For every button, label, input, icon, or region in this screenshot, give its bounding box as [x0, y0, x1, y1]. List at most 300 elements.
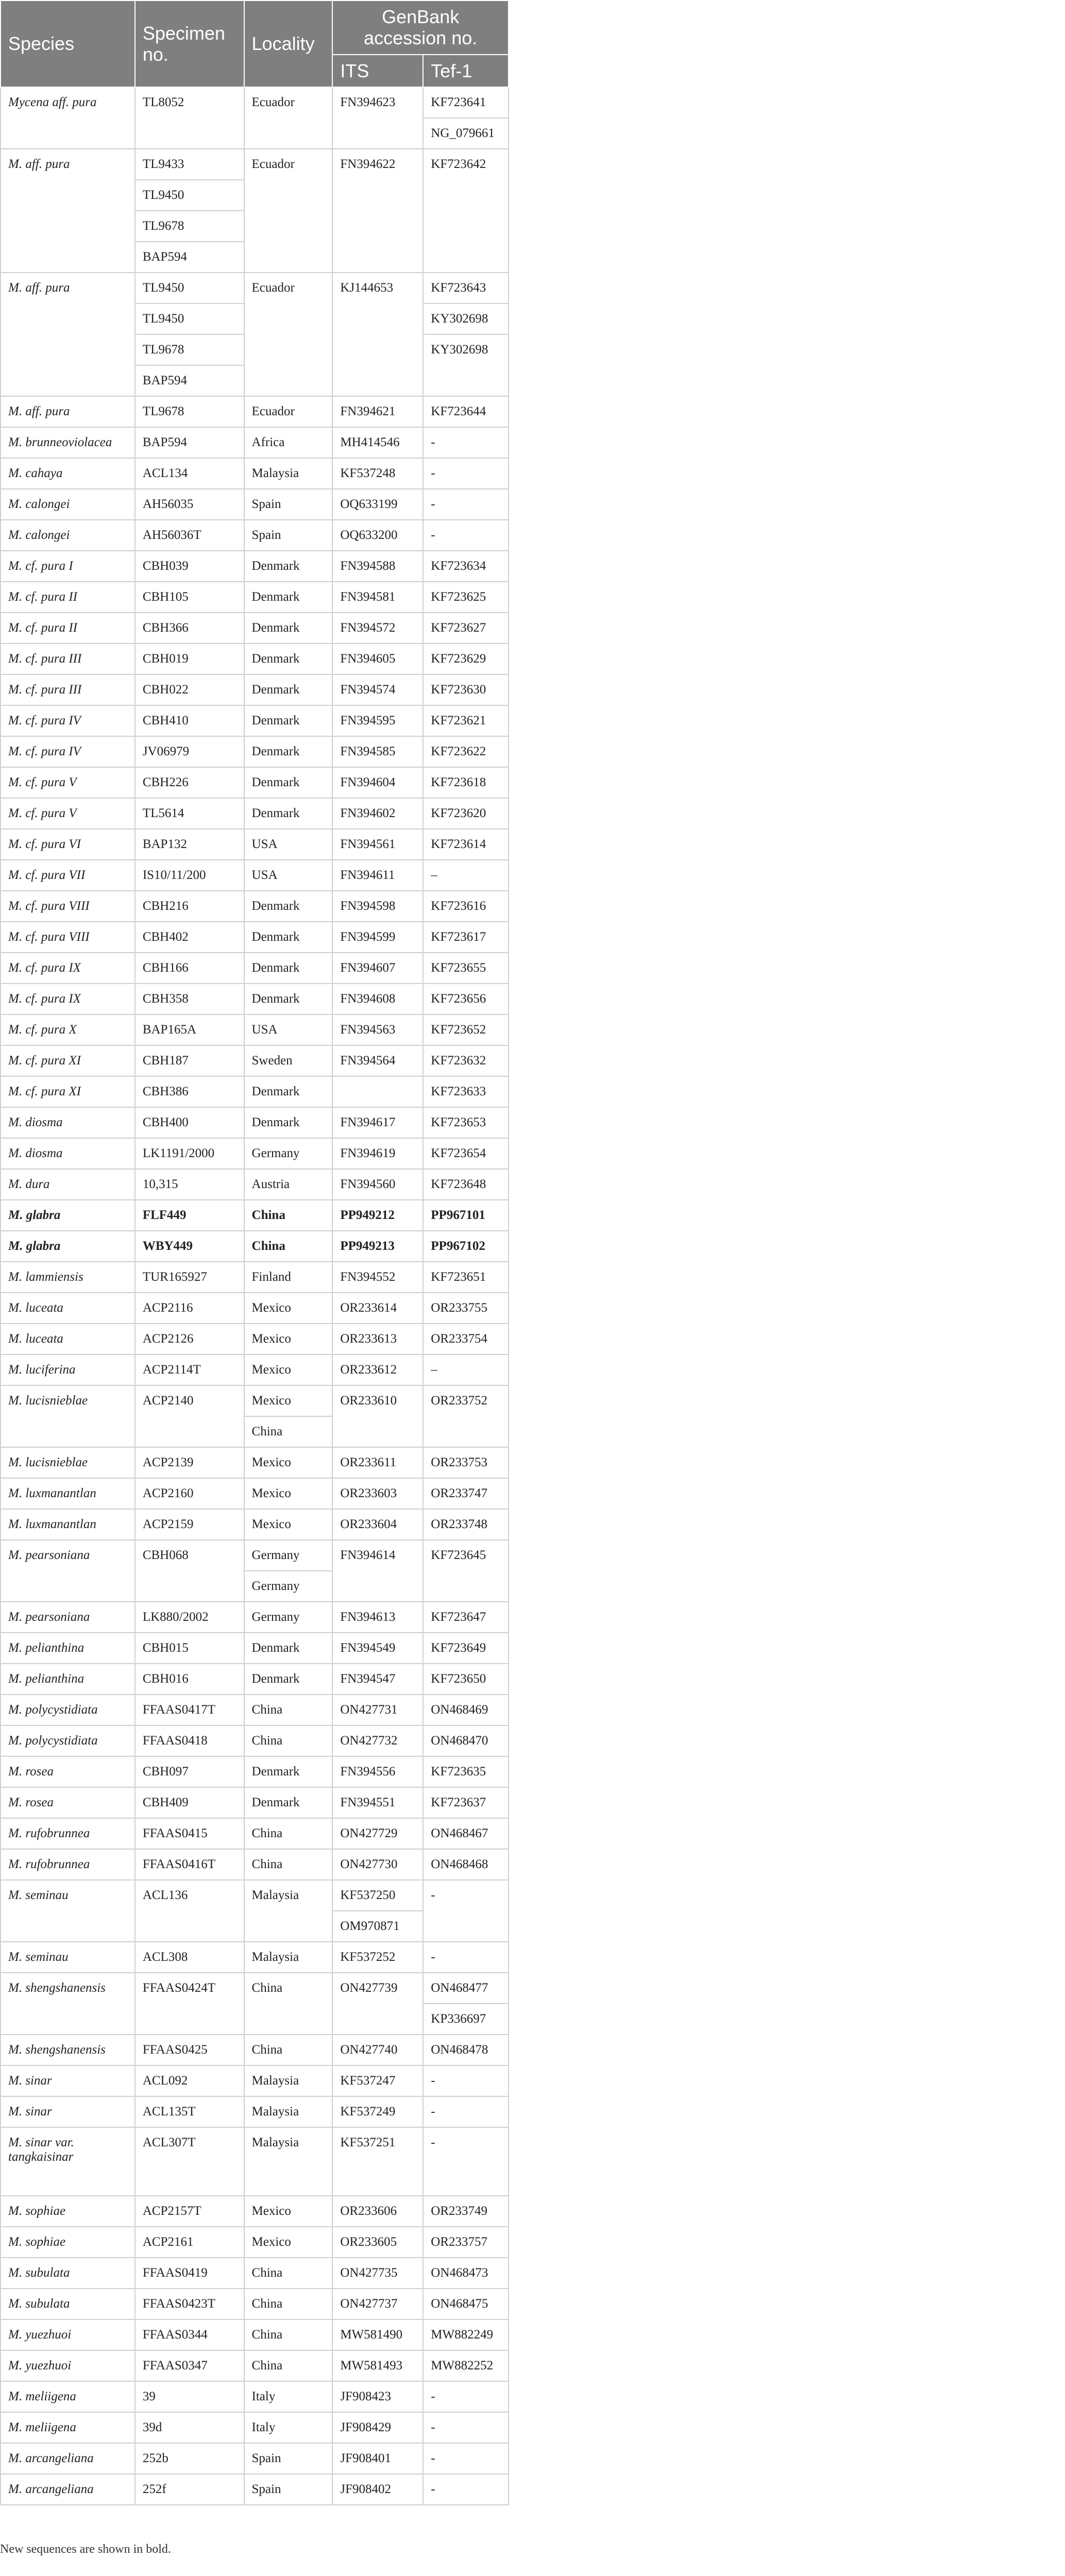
locality-cell: China [244, 1973, 333, 2035]
specimen-cell: CBH216 [135, 891, 244, 922]
table-row [1, 922, 509, 953]
tef-cell: KF723627 [423, 613, 509, 643]
specimen-cell: AH56036T [135, 520, 244, 551]
header-tef: Tef-1 [423, 55, 509, 87]
specimen-cell: WBY449 [135, 1231, 244, 1262]
its-cell: ON427740 [332, 2035, 423, 2065]
table-row [1, 1200, 509, 1231]
locality-cell: Mexico [244, 1354, 333, 1385]
table-row [1, 891, 509, 922]
locality-cell: China [244, 1416, 333, 1447]
species-cell: M. diosma [1, 1138, 135, 1169]
its-cell: JF908423 [332, 2381, 423, 2412]
tef-cell: ON468477 [423, 1973, 509, 2004]
table-row [1, 953, 509, 984]
locality-cell: Denmark [244, 736, 333, 767]
its-cell: FN394551 [332, 1787, 423, 1818]
table-row [1, 520, 509, 551]
species-cell: M. cahaya [1, 458, 135, 489]
tef-cell: KF723620 [423, 798, 509, 829]
tef-cell: - [423, 2474, 509, 2505]
table-row [1, 1540, 509, 1571]
table-row [1, 1107, 509, 1138]
species-cell: M. meliigena [1, 2412, 135, 2443]
tef-cell: – [423, 1354, 509, 1385]
specimen-cell: CBH022 [135, 674, 244, 705]
tef-cell: OR233749 [423, 2196, 509, 2227]
genbank-table [0, 0, 509, 2505]
tef-cell: KF723652 [423, 1014, 509, 1045]
its-cell: FN394604 [332, 767, 423, 798]
specimen-cell: 10,315 [135, 1169, 244, 1200]
species-cell: M. lammiensis [1, 1262, 135, 1293]
locality-cell: Austria [244, 1169, 333, 1200]
its-cell: PP949213 [332, 1231, 423, 1262]
table-row [1, 1694, 509, 1725]
table-row [1, 489, 509, 520]
table-row [1, 674, 509, 705]
locality-cell: China [244, 1818, 333, 1849]
specimen-cell: ACP2161 [135, 2227, 244, 2258]
table-row [1, 551, 509, 582]
species-cell: M. yuezhuoi [1, 2350, 135, 2381]
locality-cell: Malaysia [244, 2096, 333, 2127]
specimen-cell: ACL134 [135, 458, 244, 489]
tef-cell: NG_079661 [423, 118, 509, 149]
its-cell [332, 1076, 423, 1107]
table-row [1, 1045, 509, 1076]
species-cell: M. luciferina [1, 1354, 135, 1385]
specimen-cell: CBH410 [135, 705, 244, 736]
its-cell: OR233614 [332, 1293, 423, 1324]
locality-cell: Denmark [244, 705, 333, 736]
footnote: New sequences are shown in bold. [0, 2543, 171, 2556]
specimen-cell: CBH187 [135, 1045, 244, 1076]
table-row [1, 1942, 509, 1973]
tef-cell: KF723629 [423, 643, 509, 674]
table-row [1, 87, 509, 118]
specimen-cell: TL9678 [135, 334, 244, 365]
its-cell: KF537250 [332, 1880, 423, 1911]
species-cell: M. seminau [1, 1942, 135, 1973]
species-cell: M. cf. pura II [1, 613, 135, 643]
table-row [1, 2196, 509, 2227]
table-row [1, 273, 509, 303]
tef-cell: ON468467 [423, 1818, 509, 1849]
specimen-cell: ACP2126 [135, 1324, 244, 1354]
tef-cell: KF723647 [423, 1602, 509, 1633]
specimen-cell: TL8052 [135, 87, 244, 149]
species-cell: M. calongei [1, 489, 135, 520]
tef-cell: ON468469 [423, 1694, 509, 1725]
table-row [1, 1231, 509, 1262]
tef-cell: MW882252 [423, 2350, 509, 2381]
species-cell: M. pelianthina [1, 1664, 135, 1694]
its-cell: MW581493 [332, 2350, 423, 2381]
tef-cell: ON468470 [423, 1725, 509, 1756]
species-cell: M. cf. pura XI [1, 1045, 135, 1076]
tef-cell: - [423, 427, 509, 458]
specimen-cell: BAP594 [135, 427, 244, 458]
specimen-cell: CBH402 [135, 922, 244, 953]
header-row [1, 1, 509, 55]
specimen-cell: TL9450 [135, 303, 244, 334]
its-cell: ON427737 [332, 2289, 423, 2319]
specimen-cell: FFAAS0418 [135, 1725, 244, 1756]
specimen-cell: FFAAS0344 [135, 2319, 244, 2350]
species-cell: M. brunneoviolacea [1, 427, 135, 458]
table-row [1, 705, 509, 736]
its-cell: KF537247 [332, 2065, 423, 2096]
locality-cell: Denmark [244, 767, 333, 798]
its-cell: KF537248 [332, 458, 423, 489]
table-row [1, 1354, 509, 1385]
its-cell: JF908401 [332, 2443, 423, 2474]
locality-cell: Malaysia [244, 2065, 333, 2096]
locality-cell: Italy [244, 2412, 333, 2443]
locality-cell: Mexico [244, 1385, 333, 1416]
specimen-cell: FLF449 [135, 1200, 244, 1231]
specimen-cell: JV06979 [135, 736, 244, 767]
species-cell: M. seminau [1, 1880, 135, 1942]
locality-cell: Denmark [244, 798, 333, 829]
tef-cell: KF723643 [423, 273, 509, 303]
tef-cell: OR233755 [423, 1293, 509, 1324]
specimen-cell: LK1191/2000 [135, 1138, 244, 1169]
locality-cell: Denmark [244, 1664, 333, 1694]
specimen-cell: FFAAS0424T [135, 1973, 244, 2035]
species-cell: M. cf. pura IX [1, 953, 135, 984]
species-cell: M. cf. pura VI [1, 829, 135, 860]
specimen-cell: CBH358 [135, 984, 244, 1014]
its-cell: OQ633200 [332, 520, 423, 551]
tef-cell: KF723614 [423, 829, 509, 860]
species-cell: M. pearsoniana [1, 1602, 135, 1633]
species-cell: M. arcangeliana [1, 2474, 135, 2505]
tef-cell: - [423, 2412, 509, 2443]
species-cell: Mycena aff. pura [1, 87, 135, 149]
locality-cell: Denmark [244, 953, 333, 984]
species-cell: M. glabra [1, 1231, 135, 1262]
tef-cell: KF723633 [423, 1076, 509, 1107]
table-row [1, 1262, 509, 1293]
its-cell: FN394623 [332, 87, 423, 149]
its-cell: FN394564 [332, 1045, 423, 1076]
species-cell: M. cf. pura VIII [1, 891, 135, 922]
specimen-cell: TUR165927 [135, 1262, 244, 1293]
tef-cell: KF723642 [423, 149, 509, 273]
locality-cell: Denmark [244, 1787, 333, 1818]
tef-cell: KF723648 [423, 1169, 509, 1200]
its-cell: OQ633199 [332, 489, 423, 520]
species-cell: M. cf. pura IV [1, 705, 135, 736]
table-row [1, 1633, 509, 1664]
table-wrapper [0, 0, 509, 2505]
locality-cell: Denmark [244, 1756, 333, 1787]
its-cell: MW581490 [332, 2319, 423, 2350]
table-row [1, 2474, 509, 2505]
its-cell: FN394611 [332, 860, 423, 891]
table-row [1, 2289, 509, 2319]
tef-cell: ON468468 [423, 1849, 509, 1880]
locality-cell: Mexico [244, 1324, 333, 1354]
its-cell: OR233610 [332, 1385, 423, 1447]
species-cell: M. cf. pura IV [1, 736, 135, 767]
species-cell: M. aff. pura [1, 273, 135, 396]
table-row [1, 860, 509, 891]
specimen-cell: TL9450 [135, 273, 244, 303]
species-cell: M. lucisnieblae [1, 1447, 135, 1478]
species-cell: M. shengshanensis [1, 1973, 135, 2035]
species-cell: M. shengshanensis [1, 2035, 135, 2065]
tef-cell: KF723621 [423, 705, 509, 736]
its-cell: FN394602 [332, 798, 423, 829]
species-cell: M. subulata [1, 2258, 135, 2289]
its-cell: OR233605 [332, 2227, 423, 2258]
species-cell: M. pearsoniana [1, 1540, 135, 1602]
species-cell: M. cf. pura I [1, 551, 135, 582]
its-cell: FN394595 [332, 705, 423, 736]
locality-cell: USA [244, 860, 333, 891]
tef-cell: KF723622 [423, 736, 509, 767]
locality-cell: Denmark [244, 551, 333, 582]
its-cell: ON427730 [332, 1849, 423, 1880]
its-cell: OR233604 [332, 1509, 423, 1540]
specimen-cell: ACL308 [135, 1942, 244, 1973]
its-cell: FN394560 [332, 1169, 423, 1200]
tef-cell: KF723641 [423, 87, 509, 118]
locality-cell: China [244, 1849, 333, 1880]
specimen-cell: FFAAS0347 [135, 2350, 244, 2381]
tef-cell: KF723635 [423, 1756, 509, 1787]
specimen-cell: BAP594 [135, 365, 244, 396]
table-row [1, 1447, 509, 1478]
its-cell: ON427732 [332, 1725, 423, 1756]
species-cell: M. rosea [1, 1787, 135, 1818]
table-row [1, 1509, 509, 1540]
table-row [1, 396, 509, 427]
table-row [1, 1076, 509, 1107]
species-cell: M. arcangeliana [1, 2443, 135, 2474]
tef-cell: ON468478 [423, 2035, 509, 2065]
species-cell: M. cf. pura II [1, 582, 135, 613]
species-cell: M. aff. pura [1, 396, 135, 427]
its-cell: FN394552 [332, 1262, 423, 1293]
tef-cell: MW882249 [423, 2319, 509, 2350]
specimen-cell: ACL307T [135, 2127, 244, 2196]
table-row [1, 1664, 509, 1694]
table-row [1, 613, 509, 643]
species-cell: M. yuezhuoi [1, 2319, 135, 2350]
tef-cell: OR233752 [423, 1385, 509, 1447]
locality-cell: Africa [244, 427, 333, 458]
its-cell: FN394556 [332, 1756, 423, 1787]
species-cell: M. sophiae [1, 2227, 135, 2258]
table-row [1, 2127, 509, 2196]
locality-cell: Mexico [244, 1293, 333, 1324]
its-cell: MH414546 [332, 427, 423, 458]
header-its: ITS [332, 55, 423, 87]
its-cell: ON427739 [332, 1973, 423, 2035]
its-cell: FN394617 [332, 1107, 423, 1138]
locality-cell: Ecuador [244, 149, 333, 273]
specimen-cell: 252b [135, 2443, 244, 2474]
locality-cell: USA [244, 1014, 333, 1045]
table-row [1, 984, 509, 1014]
table-row [1, 1602, 509, 1633]
species-cell: M. glabra [1, 1200, 135, 1231]
tef-cell: KF723644 [423, 396, 509, 427]
tef-cell: KF723649 [423, 1633, 509, 1664]
tef-cell: KF723616 [423, 891, 509, 922]
specimen-cell: TL5614 [135, 798, 244, 829]
tef-cell: ON468475 [423, 2289, 509, 2319]
locality-cell: Germany [244, 1138, 333, 1169]
locality-cell: Denmark [244, 1633, 333, 1664]
specimen-cell: CBH166 [135, 953, 244, 984]
its-cell: FN394585 [332, 736, 423, 767]
table-row [1, 829, 509, 860]
tef-cell: OR233747 [423, 1478, 509, 1509]
its-cell: PP949212 [332, 1200, 423, 1231]
specimen-cell: FFAAS0417T [135, 1694, 244, 1725]
tef-cell: OR233754 [423, 1324, 509, 1354]
locality-cell: China [244, 1200, 333, 1231]
locality-cell: Spain [244, 2443, 333, 2474]
tef-cell: KF723653 [423, 1107, 509, 1138]
locality-cell: Italy [244, 2381, 333, 2412]
table-row [1, 2227, 509, 2258]
tef-cell: - [423, 2381, 509, 2412]
table-row [1, 2065, 509, 2096]
species-cell: M. lucisnieblae [1, 1385, 135, 1447]
its-cell: FN394621 [332, 396, 423, 427]
tef-cell: - [423, 2127, 509, 2196]
its-cell: KF537249 [332, 2096, 423, 2127]
specimen-cell: ACP2140 [135, 1385, 244, 1447]
tef-cell: KY302698 [423, 303, 509, 334]
species-cell: M. polycystidiata [1, 1694, 135, 1725]
locality-cell: China [244, 1694, 333, 1725]
locality-cell: Malaysia [244, 458, 333, 489]
species-cell: M. sinar [1, 2065, 135, 2096]
table-row [1, 2096, 509, 2127]
species-cell: M. cf. pura VII [1, 860, 135, 891]
table-row [1, 1725, 509, 1756]
tef-cell: KF723637 [423, 1787, 509, 1818]
species-cell: M. pelianthina [1, 1633, 135, 1664]
its-cell: FN394622 [332, 149, 423, 273]
specimen-cell: BAP594 [135, 242, 244, 273]
locality-cell: Denmark [244, 1107, 333, 1138]
table-row [1, 1169, 509, 1200]
locality-cell: Malaysia [244, 1942, 333, 1973]
specimen-cell: ACL135T [135, 2096, 244, 2127]
specimen-cell: FFAAS0416T [135, 1849, 244, 1880]
species-cell: M. cf. pura X [1, 1014, 135, 1045]
its-cell: FN394581 [332, 582, 423, 613]
its-cell: OR233612 [332, 1354, 423, 1385]
locality-cell: Spain [244, 2474, 333, 2505]
specimen-cell: CBH068 [135, 1540, 244, 1602]
species-cell: M. luceata [1, 1324, 135, 1354]
locality-cell: Ecuador [244, 396, 333, 427]
specimen-cell: FFAAS0415 [135, 1818, 244, 1849]
header-genbank: GenBank accession no. [332, 1, 509, 55]
specimen-cell: ACP2157T [135, 2196, 244, 2227]
tef-cell: - [423, 2443, 509, 2474]
specimen-cell: IS10/11/200 [135, 860, 244, 891]
tef-cell: KF723634 [423, 551, 509, 582]
specimen-cell: CBH097 [135, 1756, 244, 1787]
tef-cell: OR233757 [423, 2227, 509, 2258]
tef-cell: ON468473 [423, 2258, 509, 2289]
its-cell: FN394619 [332, 1138, 423, 1169]
specimen-cell: ACL092 [135, 2065, 244, 2096]
locality-cell: Denmark [244, 582, 333, 613]
locality-cell: Sweden [244, 1045, 333, 1076]
locality-cell: China [244, 2035, 333, 2065]
specimen-cell: TL9678 [135, 211, 244, 242]
specimen-cell: 39d [135, 2412, 244, 2443]
locality-cell: Germany [244, 1540, 333, 1571]
its-cell: FN394607 [332, 953, 423, 984]
locality-cell: Mexico [244, 1447, 333, 1478]
tef-cell: KF723645 [423, 1540, 509, 1602]
locality-cell: Malaysia [244, 1880, 333, 1942]
specimen-cell: TL9678 [135, 396, 244, 427]
table-row [1, 2319, 509, 2350]
species-cell: M. subulata [1, 2289, 135, 2319]
its-cell: OM970871 [332, 1911, 423, 1942]
tef-cell: KF723655 [423, 953, 509, 984]
locality-cell: Spain [244, 520, 333, 551]
specimen-cell: ACP2160 [135, 1478, 244, 1509]
table-row [1, 2412, 509, 2443]
table-row [1, 1787, 509, 1818]
specimen-cell: CBH015 [135, 1633, 244, 1664]
its-cell: FN394608 [332, 984, 423, 1014]
table-row [1, 767, 509, 798]
locality-cell: Denmark [244, 1076, 333, 1107]
species-cell: M. sinar [1, 2096, 135, 2127]
its-cell: KF537252 [332, 1942, 423, 1973]
its-cell: KJ144653 [332, 273, 423, 396]
specimen-cell: ACP2114T [135, 1354, 244, 1385]
tef-cell: - [423, 458, 509, 489]
species-cell: M. cf. pura XI [1, 1076, 135, 1107]
tef-cell: KF723625 [423, 582, 509, 613]
locality-cell: Denmark [244, 891, 333, 922]
table-row [1, 1880, 509, 1911]
species-cell: M. cf. pura III [1, 643, 135, 674]
its-cell: FN394599 [332, 922, 423, 953]
its-cell: JF908429 [332, 2412, 423, 2443]
tef-cell: KF723632 [423, 1045, 509, 1076]
species-cell: M. cf. pura IX [1, 984, 135, 1014]
its-cell: FN394605 [332, 643, 423, 674]
locality-cell: Denmark [244, 613, 333, 643]
specimen-cell: FFAAS0423T [135, 2289, 244, 2319]
specimen-cell: BAP165A [135, 1014, 244, 1045]
specimen-cell: 39 [135, 2381, 244, 2412]
its-cell: OR233603 [332, 1478, 423, 1509]
tef-cell: KF723650 [423, 1664, 509, 1694]
tef-cell: OR233748 [423, 1509, 509, 1540]
its-cell: FN394598 [332, 891, 423, 922]
locality-cell: Mexico [244, 1509, 333, 1540]
its-cell: OR233613 [332, 1324, 423, 1354]
